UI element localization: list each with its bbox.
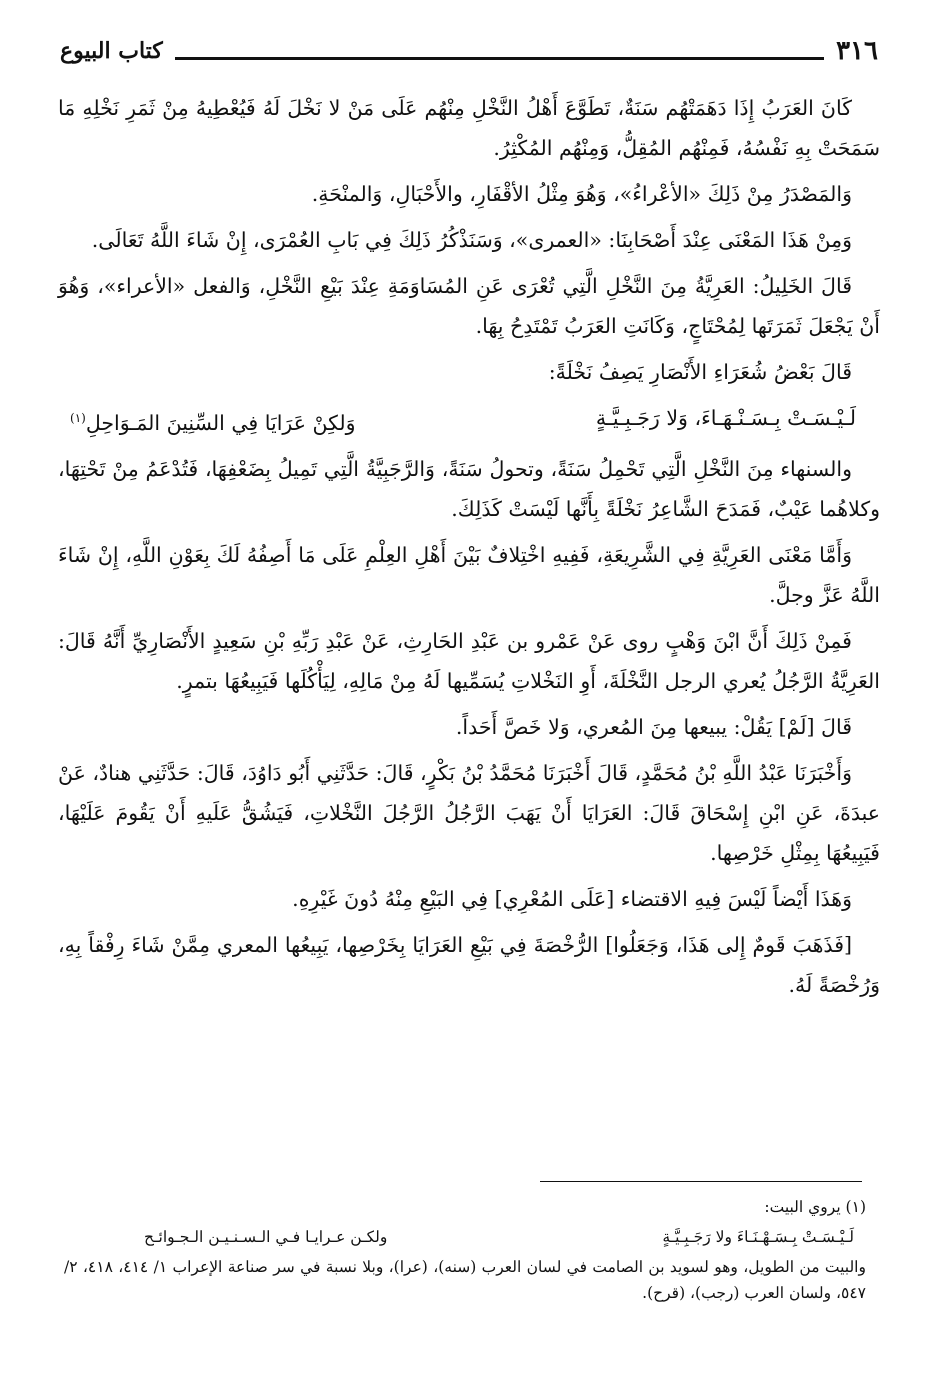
header-rule bbox=[175, 57, 824, 60]
footnote-intro: (١) يروي البيت: bbox=[764, 1198, 866, 1216]
paragraph: وَأَمَّا مَعْنَى العَرِيَّةِ فِي الشَّرِيعَةِ، فَفِيهِ اخْتِلافٌ بَيْنَ أَهْلِ العِلْمِ عَلَى مَا أَصِفُهُ لَكَ بِعَوْنِ اللَّهِ، إِنْ شَاءَ اللَّهُ عَزَّ وجلَّ. bbox=[58, 542, 880, 607]
paragraph: [فَذَهَبَ قَومٌ إِلى هَذَا، وَجَعَلُوا] الرُّخْصَةَ فِي بَيْعِ العَرَايَا بِخَرْصِها، يَبِيعُها المعري مِمَّنْ شَاءَ رِفْقاً بِهِ، وَرُخْصَةً لَهُ. bbox=[58, 932, 880, 997]
footnote-marker: (١) bbox=[70, 411, 86, 425]
paragraph: قَالَ بَعْضُ شُعَرَاءِ الأَنْصَارِ يَصِفُ نَخْلَةً: bbox=[548, 360, 852, 384]
book-title: كتاب البيوع bbox=[60, 38, 163, 64]
paragraph: قَالَ [لَمْ] يَقُلْ: يبيعها مِنَ المُعري، وَلا خَصَّ أَحَداً. bbox=[455, 714, 852, 739]
footnote-separator bbox=[540, 1181, 862, 1182]
paragraph: فَمِنْ ذَلِكَ أَنَّ ابْنَ وَهْبٍ روى عَنْ عَمْرو بن عَبْدِ الحَارِثِ، عَنْ عَبْدِ رَبِّهِ بْنِ سَعِيدٍ الأَنْصَارِيِّ أَنَّهُ قَالَ: العَرِيَّةُ الرَّجُلُ يُعري الرجل النَّخْلَةَ، أَوِ النَخْلاتِ يُسَمِّيها لَهُ مِنْ مَالِهِ، لِيَأْكُلَها فَيَبِيعُهَا بتمرٍ. bbox=[58, 628, 880, 693]
page-number: ٣١٦ bbox=[836, 36, 878, 66]
paragraph: والسنهاء مِنَ النَّخْلِ الَّتِي تَحْمِلُ سَنَةً، وتحولُ سَنَةً، وَالرَّجَبِيَّةُ الَّتِي تَمِيلُ بِضَعْفِهَا، فَتُدْعَمُ مِنْ تَحْتِهَا، وكلاهُما عَيْبٌ، فَمَدَحَ الشَّاعِرُ نَخْلَةً بِأَنَّها لَيْسَتْ كَذَلِكَ. bbox=[58, 456, 880, 521]
paragraph: كَانَ العَرَبُ إِذَا دَهَمَتْهُم سَنَةٌ، تَطَوَّعَ أَهْلُ النَّخْلِ مِنْهُم عَلَى مَنْ لا نَخْلَ لَهُ فَيُعْطِيهُ مِنْ ثَمَرِ نَخْلِهِ مَا سَمَحَتْ بِهِ نَفْسُهُ، فَمِنْهُم المُقِلُّ، وَمِنْهُم المُكْثِرُ. bbox=[58, 96, 880, 160]
footnote-verse bbox=[64, 1224, 866, 1250]
page-header bbox=[60, 30, 878, 66]
verse-first-hemistich: لَـيْـسَـتْ بِـسَـنْـهَـاءَ، وَلا رَجَـبِـيَّـةٍ bbox=[595, 406, 856, 430]
footnote-text: والبيت من الطويل، وهو لسويد بن الصامت في لسان العرب (سنه)، (عرا)، وبلا نسبة في سر صناعة الإعراب ١/ ٤١٤، ٤١٨، ٢/ ٥٤٧، ولسان العرب (رجب)، (قرح). bbox=[64, 1258, 866, 1302]
paragraph: وَمِنْ هَذَا المَعْنَى عِنْدَ أَصْحَابِنَا: «العمرى»، وَسَنَذْكُرُ ذَلِكَ فِي بَابِ العُمْرَى، إِنْ شَاءَ اللَّهُ تَعَالَى. bbox=[91, 228, 852, 252]
footnote-verse-second: ولكـن عـرايـا فـي الـسـنـيـن الـجـوائـح bbox=[144, 1228, 388, 1246]
paragraph: وَالمَصْدَرُ مِنْ ذَلِكَ «الأعْراءُ»، وَهُوَ مِثْلُ الأقْفَارِ، والأَحْبَالِ، وَالمنْحَةِ. bbox=[311, 182, 852, 206]
footnote-verse-first: لَـيْـسَـتْ بِـسَـهْـنَـاءَ ولا رَجَـبِـيَّـةٍ bbox=[662, 1228, 854, 1246]
footnotes bbox=[64, 1194, 866, 1306]
paragraph: قَالَ الخَلِيلُ: العَرِيَّةُ مِنَ النَّخْلِ الَّتِي تُعْرَى عَنِ المُسَاوَمَةِ عِنْدَ بَيْعِ النَّخْلِ، وَالفعل «الأعراء»، وَهُوَ أَنْ يَجْعَلَ ثَمَرَتَها لِمُحْتَاجٍ، وَكَانَتِ العَرَبُ تَمْتَدِحُ بِهَا. bbox=[58, 274, 880, 338]
verse-second-text: وَلكِنْ عَرَايَا فِي السِّنِينَ المَـوَاحِلِ bbox=[85, 410, 356, 435]
paragraph: وَهَذَا أَيْضاً لَيْسَ فِيهِ الاقتضاء [عَلَى المُعْرِي] فِي البَيْعِ مِنْهُ دُونَ غَيْرِهِ. bbox=[292, 886, 852, 911]
paragraph: وَأَخْبَرَنَا عَبْدُ اللَّهِ بْنُ مُحَمَّدٍ، قَالَ أَخْبَرَنَا مُحَمَّدُ بْنُ بَكْرٍ، قَالَ: حَدَّثَنِي أَبُو دَاوُدَ، قَالَ: حَدَّثَنِي هنادٌ، عَنْ عبدَةَ، عَنِ ابْنِ إِسْحَاقَ قَالَ: العَرَايَا أَنْ يَهَبَ الرَّجُلُ الرَّجُلَ النَّخْلاتِ، فَيَشُقُّ عَلَيهِ أَنْ يَقُومَ عَلَيْهَا، فَيَبِيعُهَا بِمِثْلِ خَرْصِها. bbox=[58, 760, 880, 865]
verse-second-hemistich bbox=[70, 398, 356, 443]
main-text bbox=[58, 88, 880, 1011]
poetry-verse bbox=[58, 398, 880, 443]
